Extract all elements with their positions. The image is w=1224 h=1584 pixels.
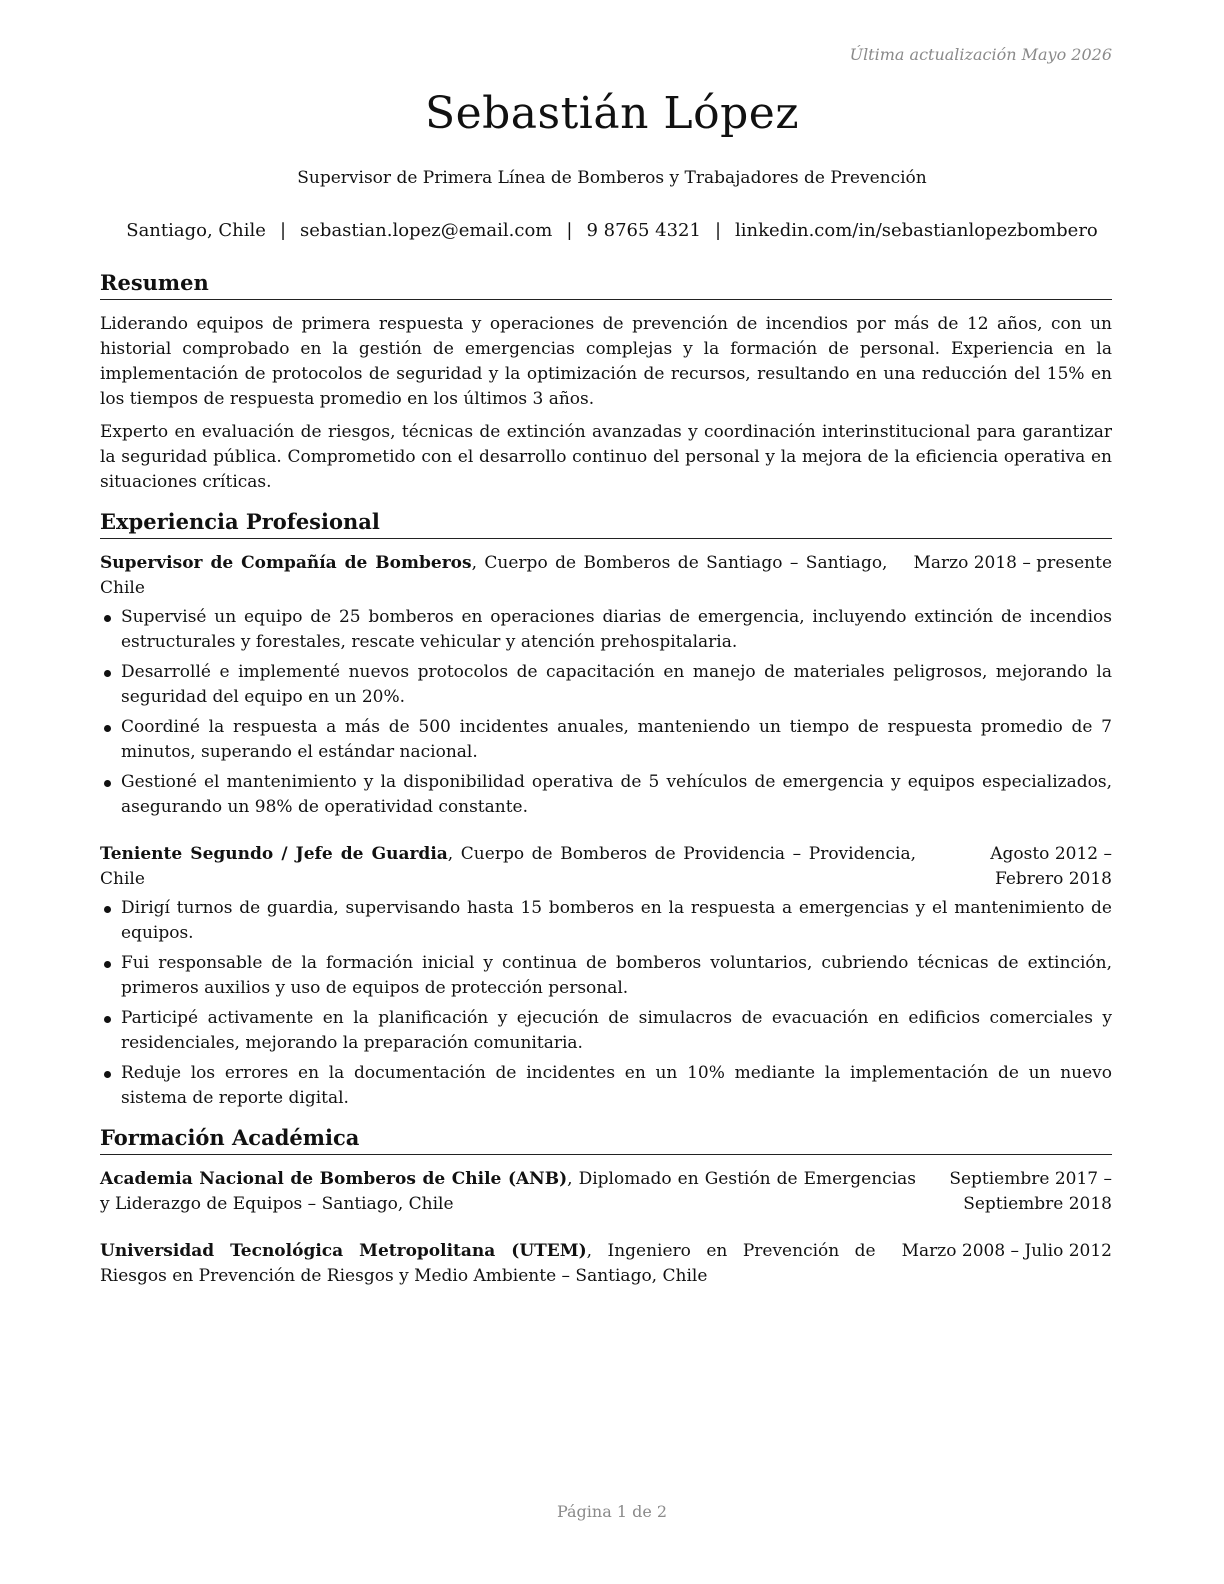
job-entry (100, 842, 1112, 1111)
summary-paragraph: Liderando equipos de primera respuesta y operaciones de prevención de incendios por más de 12 años, con un historial comprobado en la gestión de emergencias complejas y la formación de personal. Experiencia en la implementación de protocolos de seguridad y la optimización de recursos, resultando en una reducción del 15% en los tiempos de respuesta promedio en los últimos 3 años. (100, 314, 1112, 409)
education-institution: Universidad Tecnológica Metropolitana (UTEM) (100, 1241, 587, 1261)
job-dates: Agosto 2012 – Febrero 2018 (990, 844, 1112, 889)
contact-phone: 9 8765 4321 (586, 220, 701, 241)
contact-location: Santiago, Chile (126, 220, 266, 241)
job-role: Teniente Segundo / Jefe de Guardia (100, 844, 448, 864)
job-header (100, 842, 1112, 892)
job-bullets (100, 605, 1112, 820)
job-dates: Marzo 2018 – presente (913, 553, 1112, 573)
education-entry (100, 1239, 1112, 1289)
education-entry (100, 1167, 1112, 1217)
job-bullet: Reduje los errores en la documentación de incidentes en un 10% mediante la implementación de un nuevo sistema de reporte digital. (100, 1061, 1112, 1111)
experience-section (100, 507, 1112, 1111)
job-bullet: Dirigí turnos de guardia, supervisando hasta 15 bomberos en la respuesta a emergencias y el mantenimiento de equipos. (100, 896, 1112, 946)
job-bullets (100, 896, 1112, 1111)
job-header (100, 551, 1112, 601)
contact-email[interactable]: sebastian.lopez@email.com (300, 220, 553, 241)
candidate-name: Sebastián López (424, 88, 800, 139)
job-bullet: Desarrollé e implementé nuevos protocolos de capacitación en manejo de materiales peligrosos, mejorando la seguridad del equipo en un 20%. (100, 660, 1112, 710)
job-title-line (100, 842, 942, 892)
job-organization: , Cuerpo de Bomberos de Santiago – Santiago, Chile (100, 553, 888, 598)
contact-separator: | (714, 220, 722, 241)
job-bullet: Participé activamente en la planificación y ejecución de simulacros de evacuación en edificios comerciales y residenciales, mejorando la preparación comunitaria. (100, 1006, 1112, 1056)
education-dates: Septiembre 2017 – Septiembre 2018 (949, 1169, 1112, 1214)
education-detail: , Diplomado en Gestión de Emergencias y Liderazgo de Equipos – Santiago, Chile (100, 1169, 916, 1214)
education-heading: Formación Académica (100, 1123, 1112, 1155)
education-institution: Academia Nacional de Bomberos de Chile (ANB) (100, 1169, 568, 1189)
last-updated-note: Última actualización Mayo 2026 (849, 45, 1112, 64)
education-title-line (100, 1167, 942, 1217)
education-dates: Marzo 2008 – Julio 2012 (901, 1241, 1112, 1261)
contact-line (0, 220, 1224, 241)
page-number: Página 1 de 2 (556, 1502, 668, 1521)
job-organization: , Cuerpo de Bomberos de Providencia – Providencia, Chile (100, 844, 916, 889)
job-bullet: Gestioné el mantenimiento y la disponibilidad operativa de 5 vehículos de emergencia y equipos especializados, asegurando un 98% de operatividad constante. (100, 770, 1112, 820)
job-role: Supervisor de Compañía de Bomberos (100, 553, 472, 573)
job-title-line (100, 551, 913, 601)
education-header (100, 1167, 1112, 1217)
candidate-headline: Supervisor de Primera Línea de Bomberos y Trabajadores de Prevención (297, 168, 927, 188)
contact-separator: | (279, 220, 287, 241)
job-bullet: Supervisé un equipo de 25 bomberos en operaciones diarias de emergencia, incluyendo extinción de incendios estructurales y forestales, rescate vehicular y atención prehospitalaria. (100, 605, 1112, 655)
experience-heading: Experiencia Profesional (100, 507, 1112, 539)
education-section (100, 1123, 1112, 1289)
job-bullet: Coordiné la respuesta a más de 500 incidentes anuales, manteniendo un tiempo de respuesta promedio de 7 minutos, superando el estándar nacional. (100, 715, 1112, 765)
education-header (100, 1239, 1112, 1289)
summary-paragraph: Experto en evaluación de riesgos, técnicas de extinción avanzadas y coordinación interinstitucional para garantizar la seguridad pública. Comprometido con el desarrollo continuo del personal y la mejora de la eficiencia operativa en situaciones críticas. (100, 422, 1112, 492)
contact-linkedin[interactable]: linkedin.com/in/sebastianlopezbombero (735, 220, 1098, 241)
job-bullet: Fui responsable de la formación inicial y continua de bomberos voluntarios, cubriendo técnicas de extinción, primeros auxilios y uso de equipos de protección personal. (100, 951, 1112, 1001)
education-title-line (100, 1239, 902, 1289)
summary-section (100, 268, 1112, 495)
job-entry (100, 551, 1112, 820)
contact-separator: | (566, 220, 573, 241)
summary-heading: Resumen (100, 268, 1112, 300)
education-detail: , Ingeniero en Prevención de Riesgos en Prevención de Riesgos y Medio Ambiente – Santiago, Chile (100, 1241, 876, 1286)
resume-body (100, 268, 1112, 1301)
